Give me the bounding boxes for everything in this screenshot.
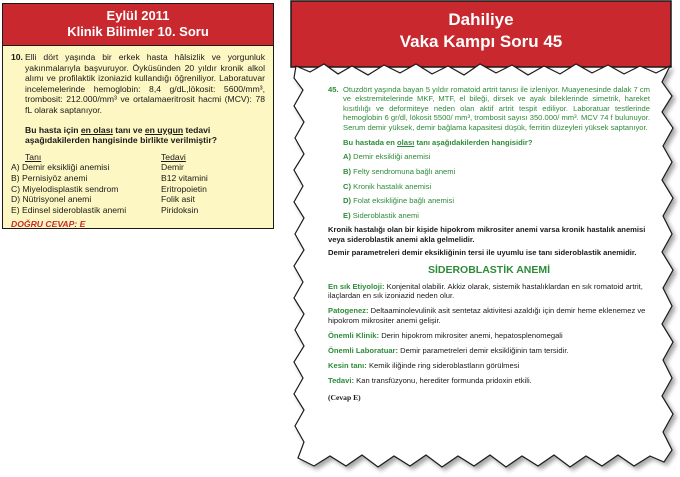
option-letter: D) <box>343 196 352 206</box>
right-ask-text: tanı aşağıdakilerden hangisidir? <box>414 138 533 148</box>
right-ask-underlined: olası <box>397 138 415 148</box>
right-question-prompt <box>343 138 650 147</box>
left-options-table <box>11 152 265 216</box>
answer-option-b <box>343 167 650 176</box>
left-ask-underlined: en uygun <box>144 124 184 135</box>
info-item-label: En sık Etiyoloji: <box>328 282 385 292</box>
info-item-text: Deltaaminolevulinik asit sentetaz aktivitesi azaldığı için demir heme eklenemez ve hipokrom mikrositer anemi gelişir. <box>328 306 646 325</box>
option-tani: D) Nütrisyonel anemi <box>11 194 92 205</box>
option-tedavi: Folik asit <box>161 194 195 205</box>
option-text: Demir eksikliği anemisi <box>353 152 431 162</box>
left-title-source: Klinik Bilimler 10. Soru <box>67 24 209 39</box>
right-card-body <box>328 85 650 403</box>
right-question-number: 45. <box>328 85 339 94</box>
option-letter: E) <box>343 210 351 220</box>
option-tani: E) Edinsel sideroblastik anemi <box>11 204 127 215</box>
column-header-tedavi: Tedavi <box>161 151 186 162</box>
right-question-text: Otuzdört yaşında bayan 5 yıldır romatoid artrit tanısı ile izleniyor. Muayenesinde dalak 7 cm ve ekstremitelerinde MKF, MTF, el bileği, dirsek ve ayak bileklerinde simetrik, hareket kısıtlılığı ve deformiteye neden olan aktif artrit tespit ediliyor. Laboratuar testlerinde hemoglobin 6 gr/dl, lökosit 5500/ mm³, trombosit sayısı 350.000/ mm³. MCV 74 f bulunuyor. Serum demir yüksek, demir bağlama kapasitesi düşük, ferritin düzeyleri yüksek saptanıyor. <box>343 85 650 132</box>
left-card-header <box>3 4 273 46</box>
left-ask-text: Bu hasta için <box>25 124 81 135</box>
option-tani: B) Pernisiyöz anemi <box>11 172 88 183</box>
right-card-header <box>290 0 672 68</box>
info-item-text: Derin hipokrom mikrositer anemi, hepatosplenomegali <box>381 330 563 340</box>
info-item-laboratuar <box>328 346 650 355</box>
left-question-prompt <box>25 125 265 146</box>
option-tedavi: Piridoksin <box>161 204 199 215</box>
explanation-paragraph-2: Demir parametreleri demir eksikliğinin tersi ile uyumlu ise tanı sideroblastik anemidir. <box>328 248 637 258</box>
info-item-text: Konjenital olabilir. Akkiz olarak, sistemik hastalıklardan en sık romatoid artrit, ilaçlardan en sık izoniazid neden olur. <box>328 282 643 301</box>
left-question-card <box>2 3 274 229</box>
info-item-label: Önemli Klinik: <box>328 330 380 340</box>
answer-note: (Cevap E) <box>328 393 361 403</box>
info-item-klinik <box>328 331 650 340</box>
option-tani: C) Miyelodisplastik sendrom <box>11 183 119 194</box>
info-item-label: Kesin tanı: <box>328 360 367 370</box>
option-text: Felty sendromuna bağlı anemi <box>353 167 456 177</box>
info-item-text: Demir parametreleri demir eksikliğinin tam tersidir. <box>400 345 569 355</box>
option-letter: B) <box>343 167 352 177</box>
option-text: Folat eksikliğine bağlı anemisi <box>353 196 455 206</box>
answer-option-d <box>343 196 650 205</box>
option-text: Sideroblastik anemi <box>352 210 419 220</box>
left-ask-underlined: en olası <box>80 124 113 135</box>
option-tedavi: Demir <box>161 162 184 173</box>
right-question <box>328 85 650 132</box>
info-item-label: Önemli Laboratuar: <box>328 345 399 355</box>
info-item-tedavi <box>328 376 650 385</box>
info-item-kesin-tani <box>328 361 650 370</box>
left-question-number: 10. <box>11 52 23 62</box>
answer-option-c <box>343 182 650 191</box>
right-title-subject: Dahiliye <box>448 10 514 29</box>
left-ask-text: tanı ve <box>112 124 145 135</box>
info-item-text: Kan transfüzyonu, herediter formunda pridoxin etkili. <box>356 375 532 385</box>
info-item-text: Kemik iliğinde ring sideroblastların görülmesi <box>368 360 520 370</box>
left-title-date: Eylül 2011 <box>106 8 170 23</box>
info-item-label: Patogenez: <box>328 306 369 316</box>
right-title-source: Vaka Kampı Soru 45 <box>399 32 563 51</box>
option-tedavi: B12 vitamini <box>161 172 208 183</box>
left-question <box>11 52 265 116</box>
answer-option-e <box>343 211 650 220</box>
left-ask-text: tedavi aşağıdakilerden hangisinde birlikte verilmiştir? <box>25 124 217 146</box>
left-question-text: Elli dört yaşında bir erkek hasta hâlsizlik ve yorgunluk yakınmalarıyla başvuruyor. Öyküsünden 20 yıldır kronik alkol alımı ve profilaktik izoniazid kullandığı öğreniliyor. Laboratuvar incelemelerinde hemoglobin: 8,4 g/dL,lökosit: 5600/mm³, trombosit: 212.000/mm³ ve ortalamaeritrosit hacmi (MCV): 78 fL olarak saptanıyor. <box>25 52 265 115</box>
option-letter: C) <box>343 181 352 191</box>
column-header-tani: Tanı <box>25 151 42 162</box>
correct-answer-label: DOĞRU CEVAP: E <box>11 219 86 230</box>
section-title: SİDEROBLASTİK ANEMİ <box>427 263 551 276</box>
info-item-etiyoloji <box>328 282 650 301</box>
option-tani: A) Demir eksikliği anemisi <box>11 162 110 173</box>
option-text: Kronik hastalık anemisi <box>353 181 432 191</box>
right-ask-text: Bu hastada en <box>343 138 398 148</box>
answer-option-a <box>343 152 650 161</box>
right-case-card <box>290 0 680 477</box>
explanation-paragraph-1: Kronik hastalığı olan bir kişide hipokrom mikrositer anemi varsa kronik hastalık anemisi veya sideroblastik anemi akla gelmelidir. <box>328 225 646 244</box>
info-item-patogenez <box>328 306 650 325</box>
left-card-body <box>3 46 273 230</box>
option-tedavi: Eritropoietin <box>161 183 207 194</box>
info-item-label: Tedavi: <box>328 375 355 385</box>
option-letter: A) <box>343 152 352 162</box>
